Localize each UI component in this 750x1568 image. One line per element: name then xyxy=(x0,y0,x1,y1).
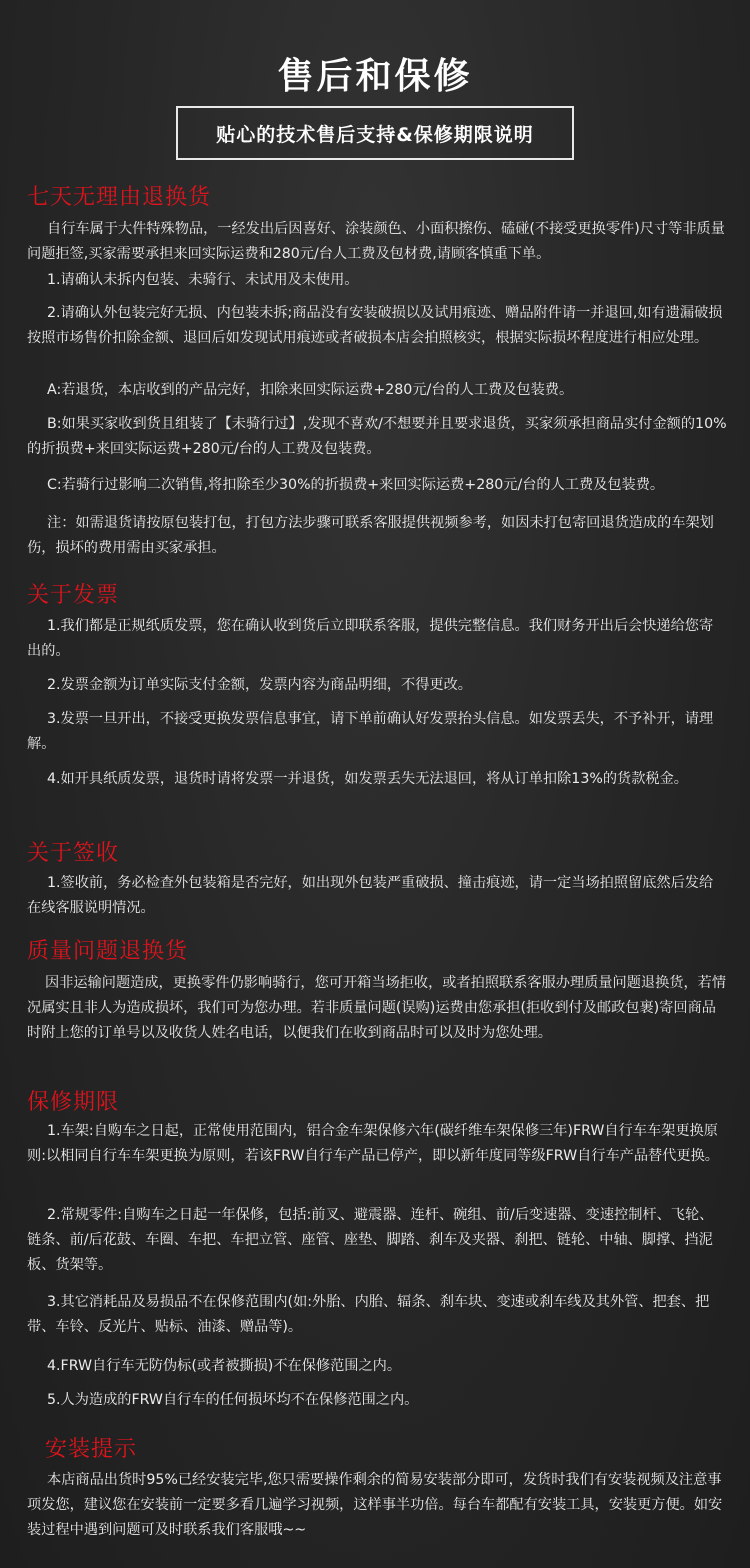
invoice-rule-2: 2.发票金额为订单实际支付金额，发票内容为商品明细，不得更改。 xyxy=(47,677,472,693)
invoice-rule-3: 3.发票一旦开出，不接受更换发票信息事宜，请下单前确认好发票抬头信息。如发票丢失，不予补开，请理解。 xyxy=(27,711,714,752)
returns-rule-a: A:若退货，本店收到的产品完好，扣除来回实际运费+280元/台的人工费及包装费。 xyxy=(47,382,574,398)
returns-rule-c: C:若骑行过影响二次销售,将扣除至少30%的折损费+来回实际运费+280元/台的人工费及包装费。 xyxy=(47,477,665,493)
section-heading-quality: 质量问题退换货 xyxy=(27,939,189,964)
install-paragraph: 本店商品出货时95%已经安装完毕,您只需要操作剩余的简易安装部分即可，发货时我们有安装视频及注意事项发您，建议您在安装前一定要多看几遍学习视频，这样事半功倍。每台车都配有安装工具，安装更方便。如安装过程中遇到问题可及时联系我们客服哦~~ xyxy=(27,1472,723,1538)
returns-rule-1: 1.请确认未拆内包装、未骑行、未试用及未使用。 xyxy=(47,272,359,288)
warranty-rule-2: 2.常规零件:自购车之日起一年保修，包括:前叉、避震器、连杆、碗组、前/后变速器、变速控制杆、飞轮、链条、前/后花鼓、车圈、车把、车把立管、座管、座垫、脚踏、刹车及夹器、刹把、链轮、中轴、脚撑、挡泥板、货架等。 xyxy=(27,1207,714,1273)
section-heading-warranty: 保修期限 xyxy=(27,1090,120,1115)
signing-rule-1: 1.签收前，务必检查外包装箱是否完好，如出现外包装严重破损、撞击痕迹，请一定当场拍照留底然后发给在线客服说明情况。 xyxy=(27,875,714,916)
returns-rule-2: 2.请确认外包装完好无损、内包装未拆;商品没有安装破损以及试用痕迹、赠品附件请一并退回,如有遗漏破损按照市场售价扣除金额、退回后如发现试用痕迹或者破损本店会拍照核实，根据实际损坏程度进行相应处理。 xyxy=(27,305,723,346)
section-heading-install: 安装提示 xyxy=(45,1437,138,1462)
returns-note: 注：如需退货请按原包装打包，打包方法步骤可联系客服提供视频参考，如因未打包寄回退货造成的车架划伤，损坏的费用需由买家承担。 xyxy=(27,515,714,556)
section-heading-invoice: 关于发票 xyxy=(27,583,120,608)
subtitle-text: 贴心的技术售后支持&保修期限说明 xyxy=(216,123,534,146)
warranty-rule-4: 4.FRW自行车无防伪标(或者被撕损)不在保修范围之内。 xyxy=(47,1358,402,1374)
returns-rule-b: B:如果买家收到货且组装了【未骑行过】,发现不喜欢/不想要并且要求退货，买家须承担商品实付金额的10%的折损费+来回实际运费+280元/台的人工费及包装费。 xyxy=(27,416,727,457)
returns-intro-paragraph: 自行车属于大件特殊物品，一经发出后因喜好、涂装颜色、小面积擦伤、磕碰(不接受更换零件)尺寸等非质量问题拒签,买家需要承担来回实际运费和280元/台人工费及包材费,请顾客慎重下单。 xyxy=(27,221,725,262)
subtitle-box xyxy=(176,106,574,160)
warranty-rule-1: 1.车架:自购车之日起，正常使用范围内，铝合金车架保修六年(碳纤维车架保修三年)FRW自行车车架更换原则:以相同自行车车架更换为原则，若该FRW自行车产品已停产，即以新年度同等级FRW自行车产品替代更换。 xyxy=(27,1123,719,1164)
warranty-rule-3: 3.其它消耗品及易损品不在保修范围内(如:外胎、内胎、辐条、刹车块、变速或刹车线及其外管、把套、把带、车铃、反光片、贴标、油漆、赠品等)。 xyxy=(27,1294,710,1335)
section-heading-returns: 七天无理由退换货 xyxy=(27,185,212,210)
invoice-rule-1: 1.我们都是正规纸质发票，您在确认收到货后立即联系客服，提供完整信息。我们财务开出后会快递给您寄出的。 xyxy=(27,618,714,659)
quality-paragraph: 因非运输问题造成，更换零件仍影响骑行，您可开箱当场拒收，或者拍照联系客服办理质量问题退换货，若情况属实且非人为造成损坏，我们可为您办理。若非质量问题(误购)运费由您承担(拒收到付及邮政包裹)寄回商品时附上您的订单号以及收货人姓名电话，以便我们在收到商品时可以及时为您处理。 xyxy=(27,975,727,1041)
section-heading-signing: 关于签收 xyxy=(27,841,120,866)
warranty-rule-5: 5.人为造成的FRW自行车的任何损坏均不在保修范围之内。 xyxy=(47,1392,419,1408)
invoice-rule-4: 4.如开具纸质发票，退货时请将发票一并退货，如发票丢失无法退回，将从订单扣除13%的货款税金。 xyxy=(47,771,688,787)
page-title: 售后和保修 xyxy=(277,56,473,97)
